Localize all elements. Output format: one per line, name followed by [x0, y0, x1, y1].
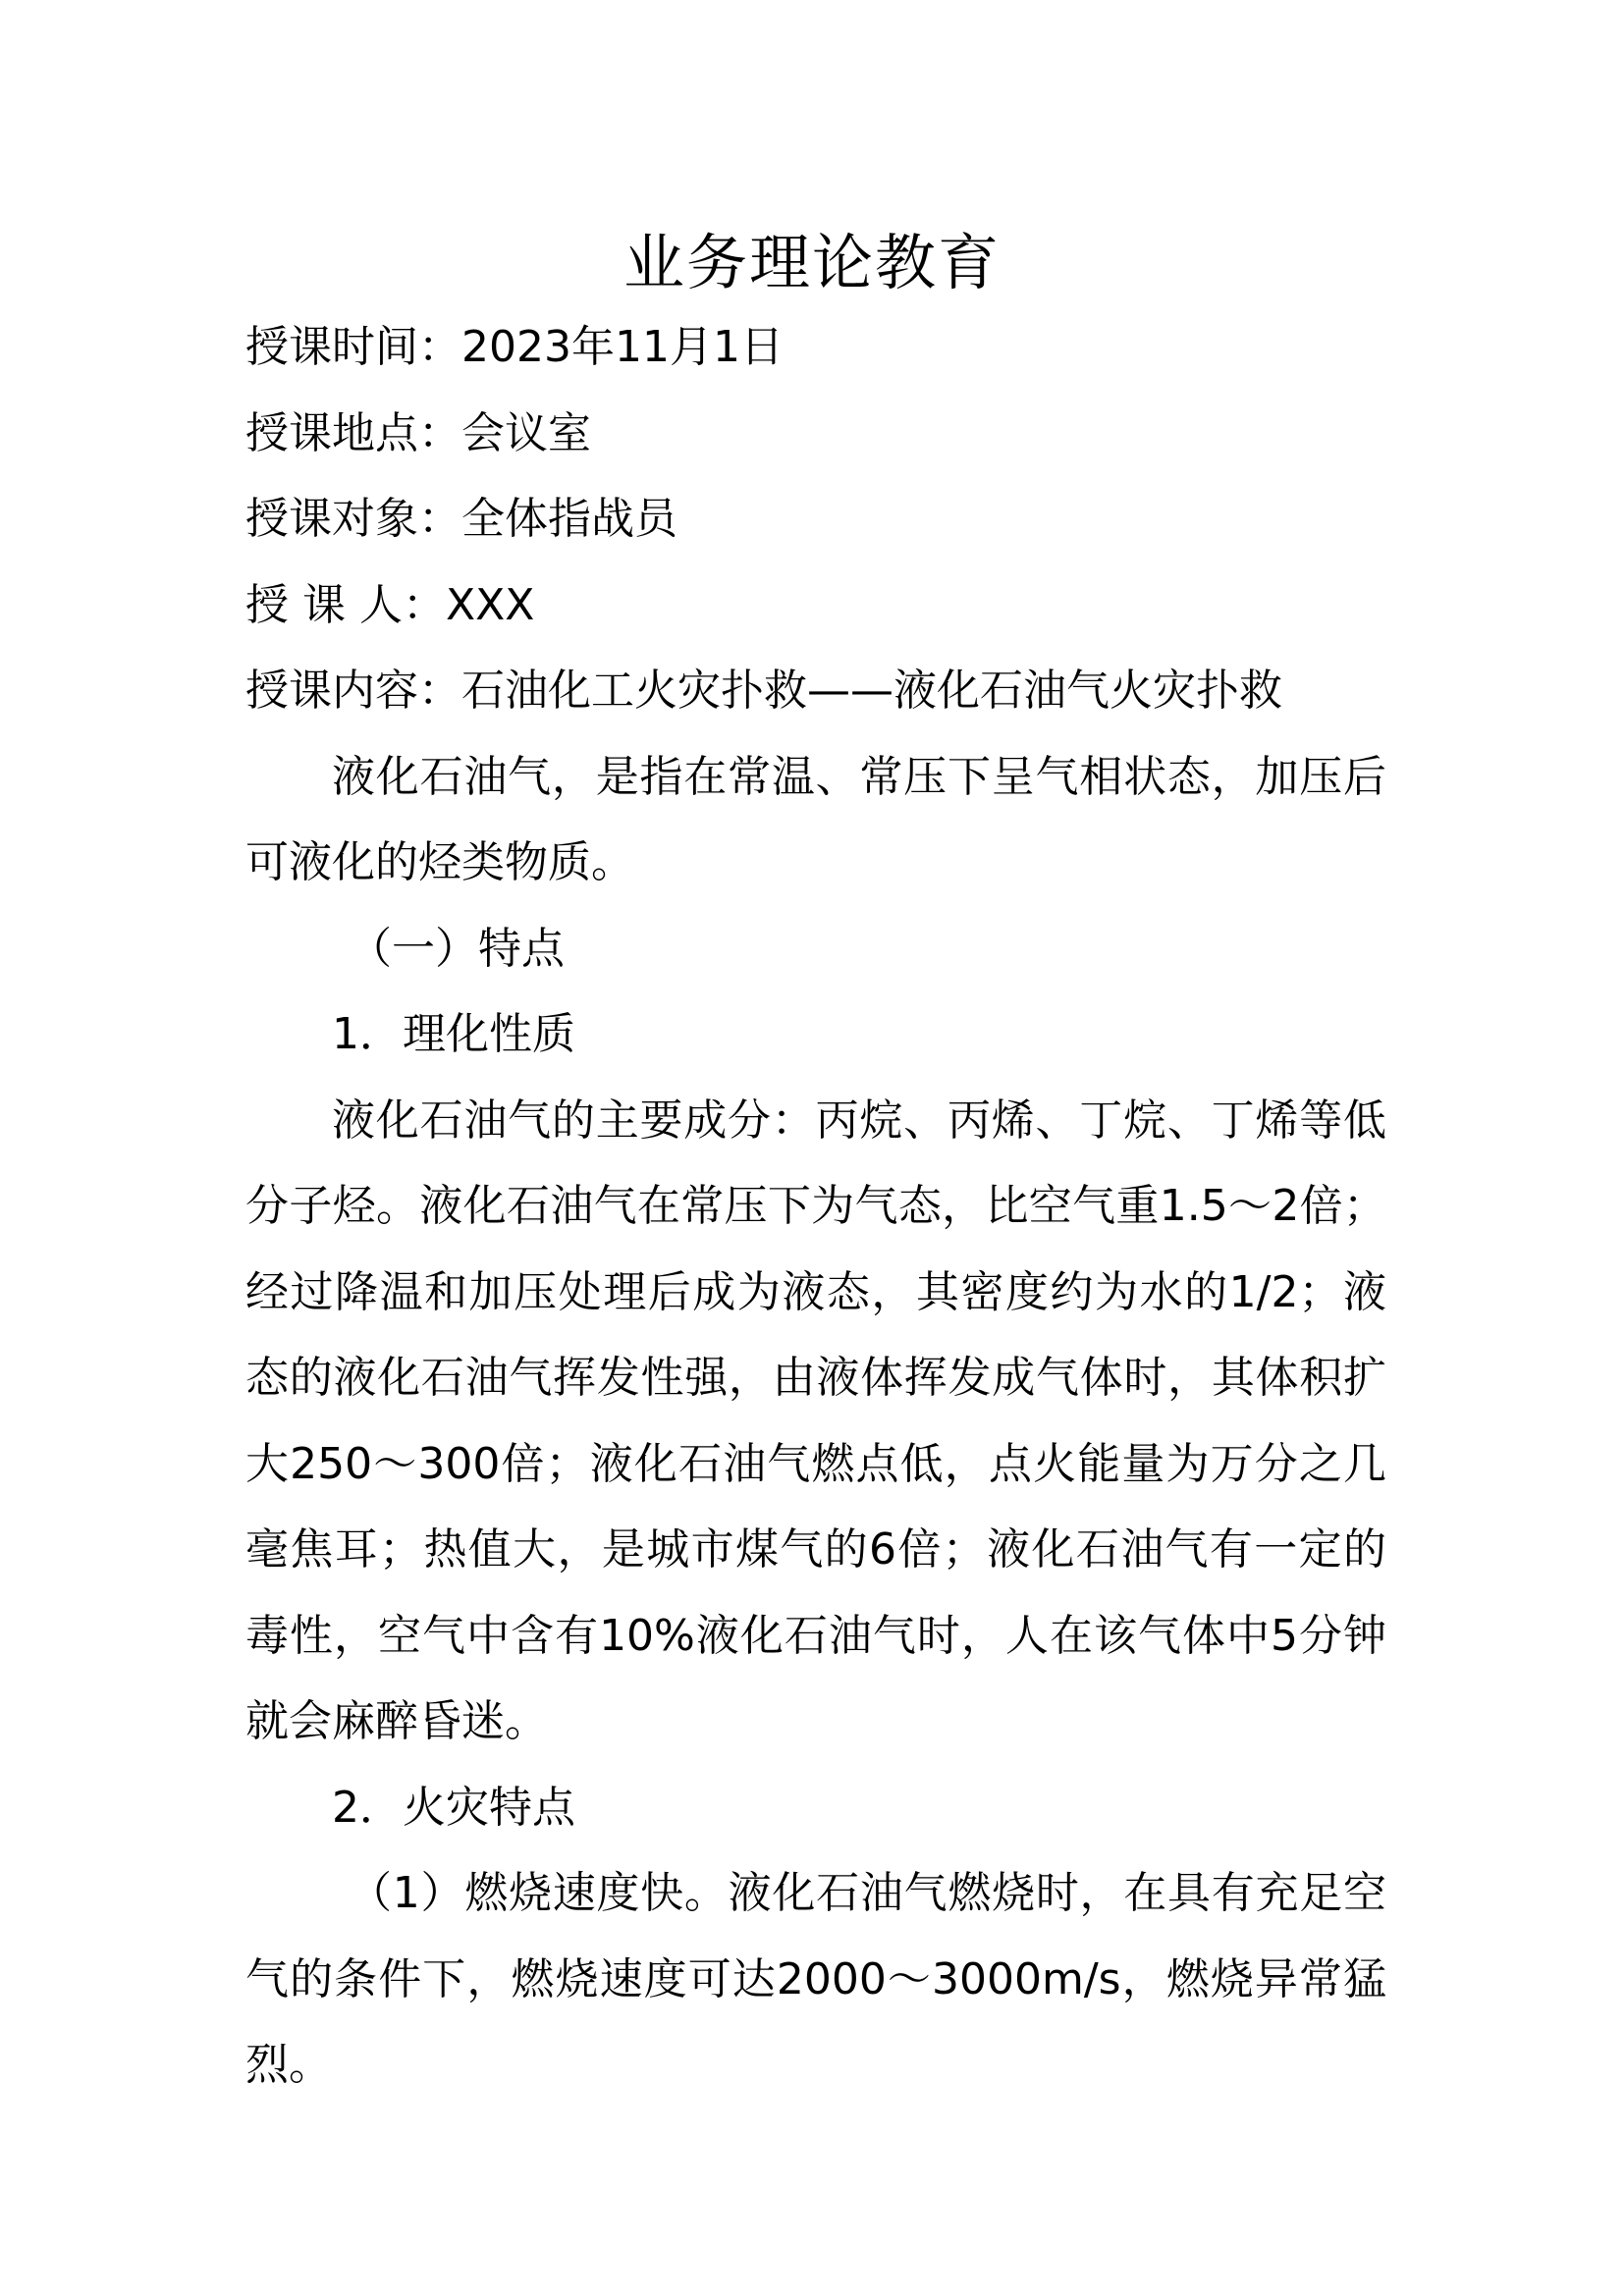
meta-value: XXX: [445, 579, 535, 630]
intro-paragraph: 液化石油气，是指在常温、常压下呈气相状态，加压后可液化的烃类物质。: [245, 751, 1386, 887]
meta-value: 会议室: [461, 407, 591, 458]
meta-label: 授 课 人：: [245, 579, 446, 630]
document-body: [245, 304, 1386, 2109]
body-paragraph: 液化石油气的主要成分：丙烷、丙烯、丁烷、丁烯等低分子烃。液化石油气在常压下为气态，比空气重1.5～2倍；经过降温和加压处理后成为液态，其密度约为水的1/2；液态的液化石油气挥发性强，由液体挥发成气体时，其体积扩大250～300倍；液化石油气燃点低，点火能量为万分之几毫焦耳；热值大，是城市煤气的6倍；液化石油气有一定的毒性，空气中含有10%液化石油气时，人在该气体中5分钟就会麻醉昏迷。: [245, 1095, 1386, 1746]
meta-label: 授课内容：: [245, 666, 461, 716]
page-title: 业务理论教育: [623, 227, 1001, 298]
meta-audience: [245, 476, 1386, 562]
section-heading: （一）特点: [349, 923, 565, 974]
meta-label: 授课时间：: [245, 322, 461, 372]
subsection-heading: 1．理化性质: [332, 1009, 575, 1059]
meta-label: 授课地点：: [245, 407, 461, 458]
meta-lecturer: [245, 562, 1386, 649]
meta-value: 2023年11月1日: [461, 322, 784, 372]
meta-time: [245, 304, 1386, 391]
subsection-heading: 2．火灾特点: [332, 1782, 575, 1833]
meta-content: [245, 648, 1386, 734]
body-paragraph: （1）燃烧速度快。液化石油气燃烧时，在具有充足空气的条件下，燃烧速度可达2000～3000m/s，燃烧异常猛烈。: [245, 1868, 1386, 2090]
meta-location: [245, 391, 1386, 477]
meta-value: 全体指战员: [461, 494, 677, 544]
meta-label: 授课对象：: [245, 494, 461, 544]
meta-value: 石油化工火灾扑救——液化石油气火灾扑救: [461, 666, 1282, 716]
